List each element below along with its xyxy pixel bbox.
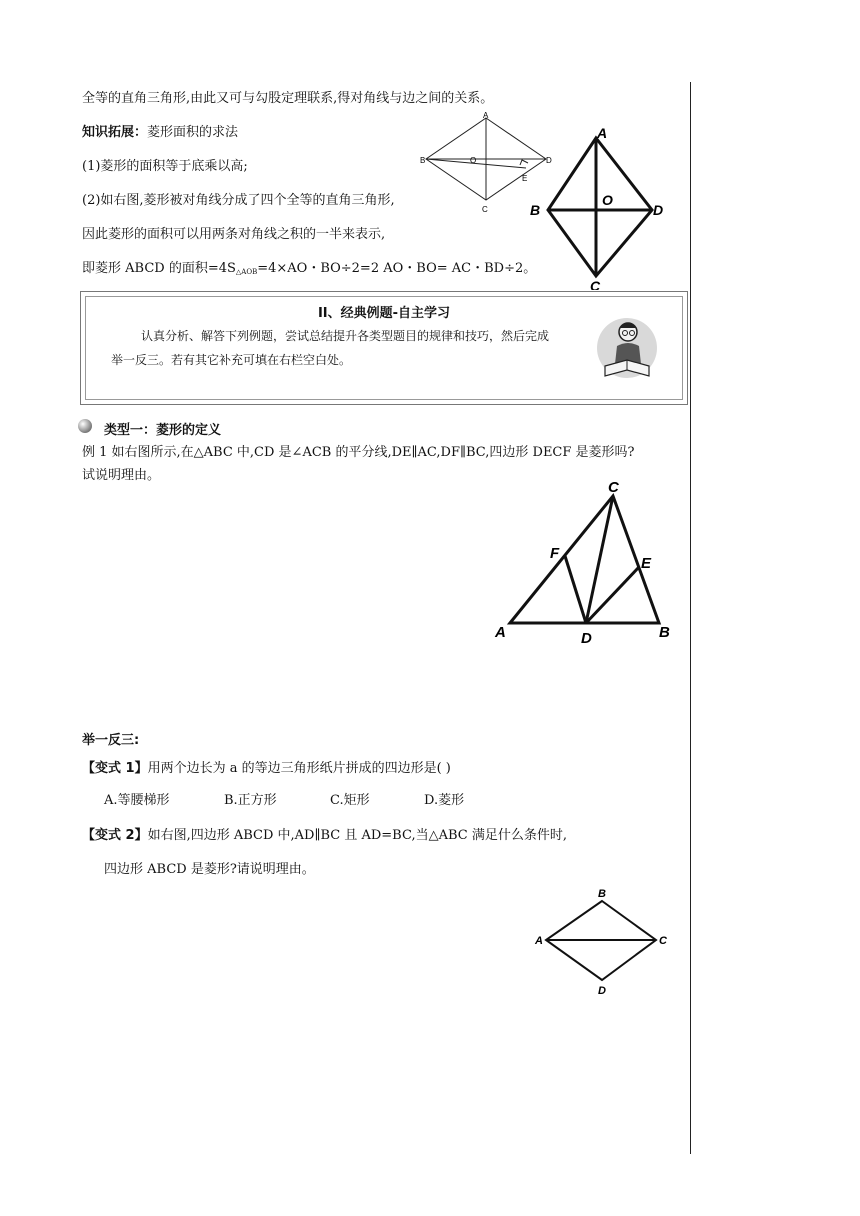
extension-line bbox=[82, 124, 238, 142]
section-text-2: 举一反三。若有其它补充可填在右栏空白处。 bbox=[111, 353, 352, 367]
kite-figure bbox=[532, 884, 674, 1000]
label-A: A bbox=[495, 624, 506, 641]
area-suffix: =4×AO・BO÷2=2 AO・BO= AC・BD÷2。 bbox=[257, 261, 537, 276]
bullet-sphere-icon bbox=[77, 418, 93, 434]
label-A: A bbox=[597, 125, 608, 141]
variant-1-text: 用两个边长为 a 的等边三角形纸片拼成的四边形是( ) bbox=[147, 761, 451, 776]
point-1: (1)菱形的面积等于底乘以高; bbox=[82, 159, 248, 174]
student-reading-icon bbox=[595, 310, 657, 390]
label-E: E bbox=[641, 555, 652, 572]
variant-2 bbox=[82, 827, 567, 845]
label-A: A bbox=[483, 111, 489, 120]
label-B: B bbox=[659, 624, 670, 641]
section-text-1: 认真分析、解答下列例题，尝试总结提升各类型题目的规律和技巧，然后完成 bbox=[141, 329, 550, 343]
area-formula bbox=[82, 260, 536, 281]
label-B: B bbox=[530, 202, 541, 218]
label-C: C bbox=[482, 205, 488, 214]
point-3: 因此菱形的面积可以用两条对角线之积的一半来表示, bbox=[82, 227, 386, 242]
extension-title: 菱形面积的求法 bbox=[147, 125, 239, 140]
extension-label: 知识拓展： bbox=[82, 125, 148, 140]
variant-2-tag: 【变式 2】 bbox=[82, 828, 148, 843]
label-O: O bbox=[470, 156, 477, 165]
label-O: O bbox=[602, 192, 613, 208]
area-prefix: 即菱形 ABCD 的面积=4S bbox=[82, 261, 236, 276]
label-E: E bbox=[522, 174, 528, 183]
example-1-line2: 试说明理由。 bbox=[82, 468, 161, 483]
option-c: C.矩形 bbox=[330, 793, 370, 808]
section-title: II、经典例题-自主学习 bbox=[317, 306, 451, 321]
label-D: D bbox=[653, 202, 664, 218]
option-a: A.等腰梯形 bbox=[104, 793, 170, 808]
practice-heading: 举一反三: bbox=[82, 733, 140, 748]
triangle-figure bbox=[492, 476, 682, 650]
area-subscript: △AOB bbox=[235, 268, 258, 276]
label-A: A bbox=[535, 935, 543, 947]
point-2: (2)如右图,菱形被对角线分成了四个全等的直角三角形, bbox=[82, 193, 395, 208]
section-box bbox=[80, 291, 688, 405]
label-B: B bbox=[598, 888, 606, 900]
rhombus-figure bbox=[526, 120, 676, 290]
variant-1-tag: 【变式 1】 bbox=[82, 761, 148, 776]
label-B: B bbox=[420, 156, 426, 165]
label-C: C bbox=[659, 935, 667, 947]
intro-line: 全等的直角三角形,由此又可与勾股定理联系,得对角线与边之间的关系。 bbox=[82, 91, 494, 106]
option-b: B.正方形 bbox=[224, 793, 277, 808]
example-1-line1: 例 1 如右图所示,在△ABC 中,CD 是∠ACB 的平分线,DE∥AC,DF∥BC,四边形 DECF 是菱形吗? bbox=[82, 445, 635, 460]
margin-rule bbox=[690, 82, 691, 1154]
option-d: D.菱形 bbox=[424, 793, 465, 808]
label-C: C bbox=[590, 278, 601, 290]
label-C: C bbox=[608, 479, 619, 496]
label-D: D bbox=[598, 985, 606, 997]
type1-heading: 类型一：菱形的定义 bbox=[104, 423, 222, 438]
variant-2-line2: 四边形 ABCD 是菱形?请说明理由。 bbox=[104, 862, 315, 877]
label-D: D bbox=[581, 630, 592, 647]
variant-2-text: 如右图,四边形 ABCD 中,AD∥BC 且 AD=BC,当△ABC 满足什么条件时, bbox=[147, 828, 567, 843]
label-F: F bbox=[550, 545, 560, 562]
variant-1 bbox=[82, 760, 451, 778]
label-D: D bbox=[546, 156, 552, 165]
